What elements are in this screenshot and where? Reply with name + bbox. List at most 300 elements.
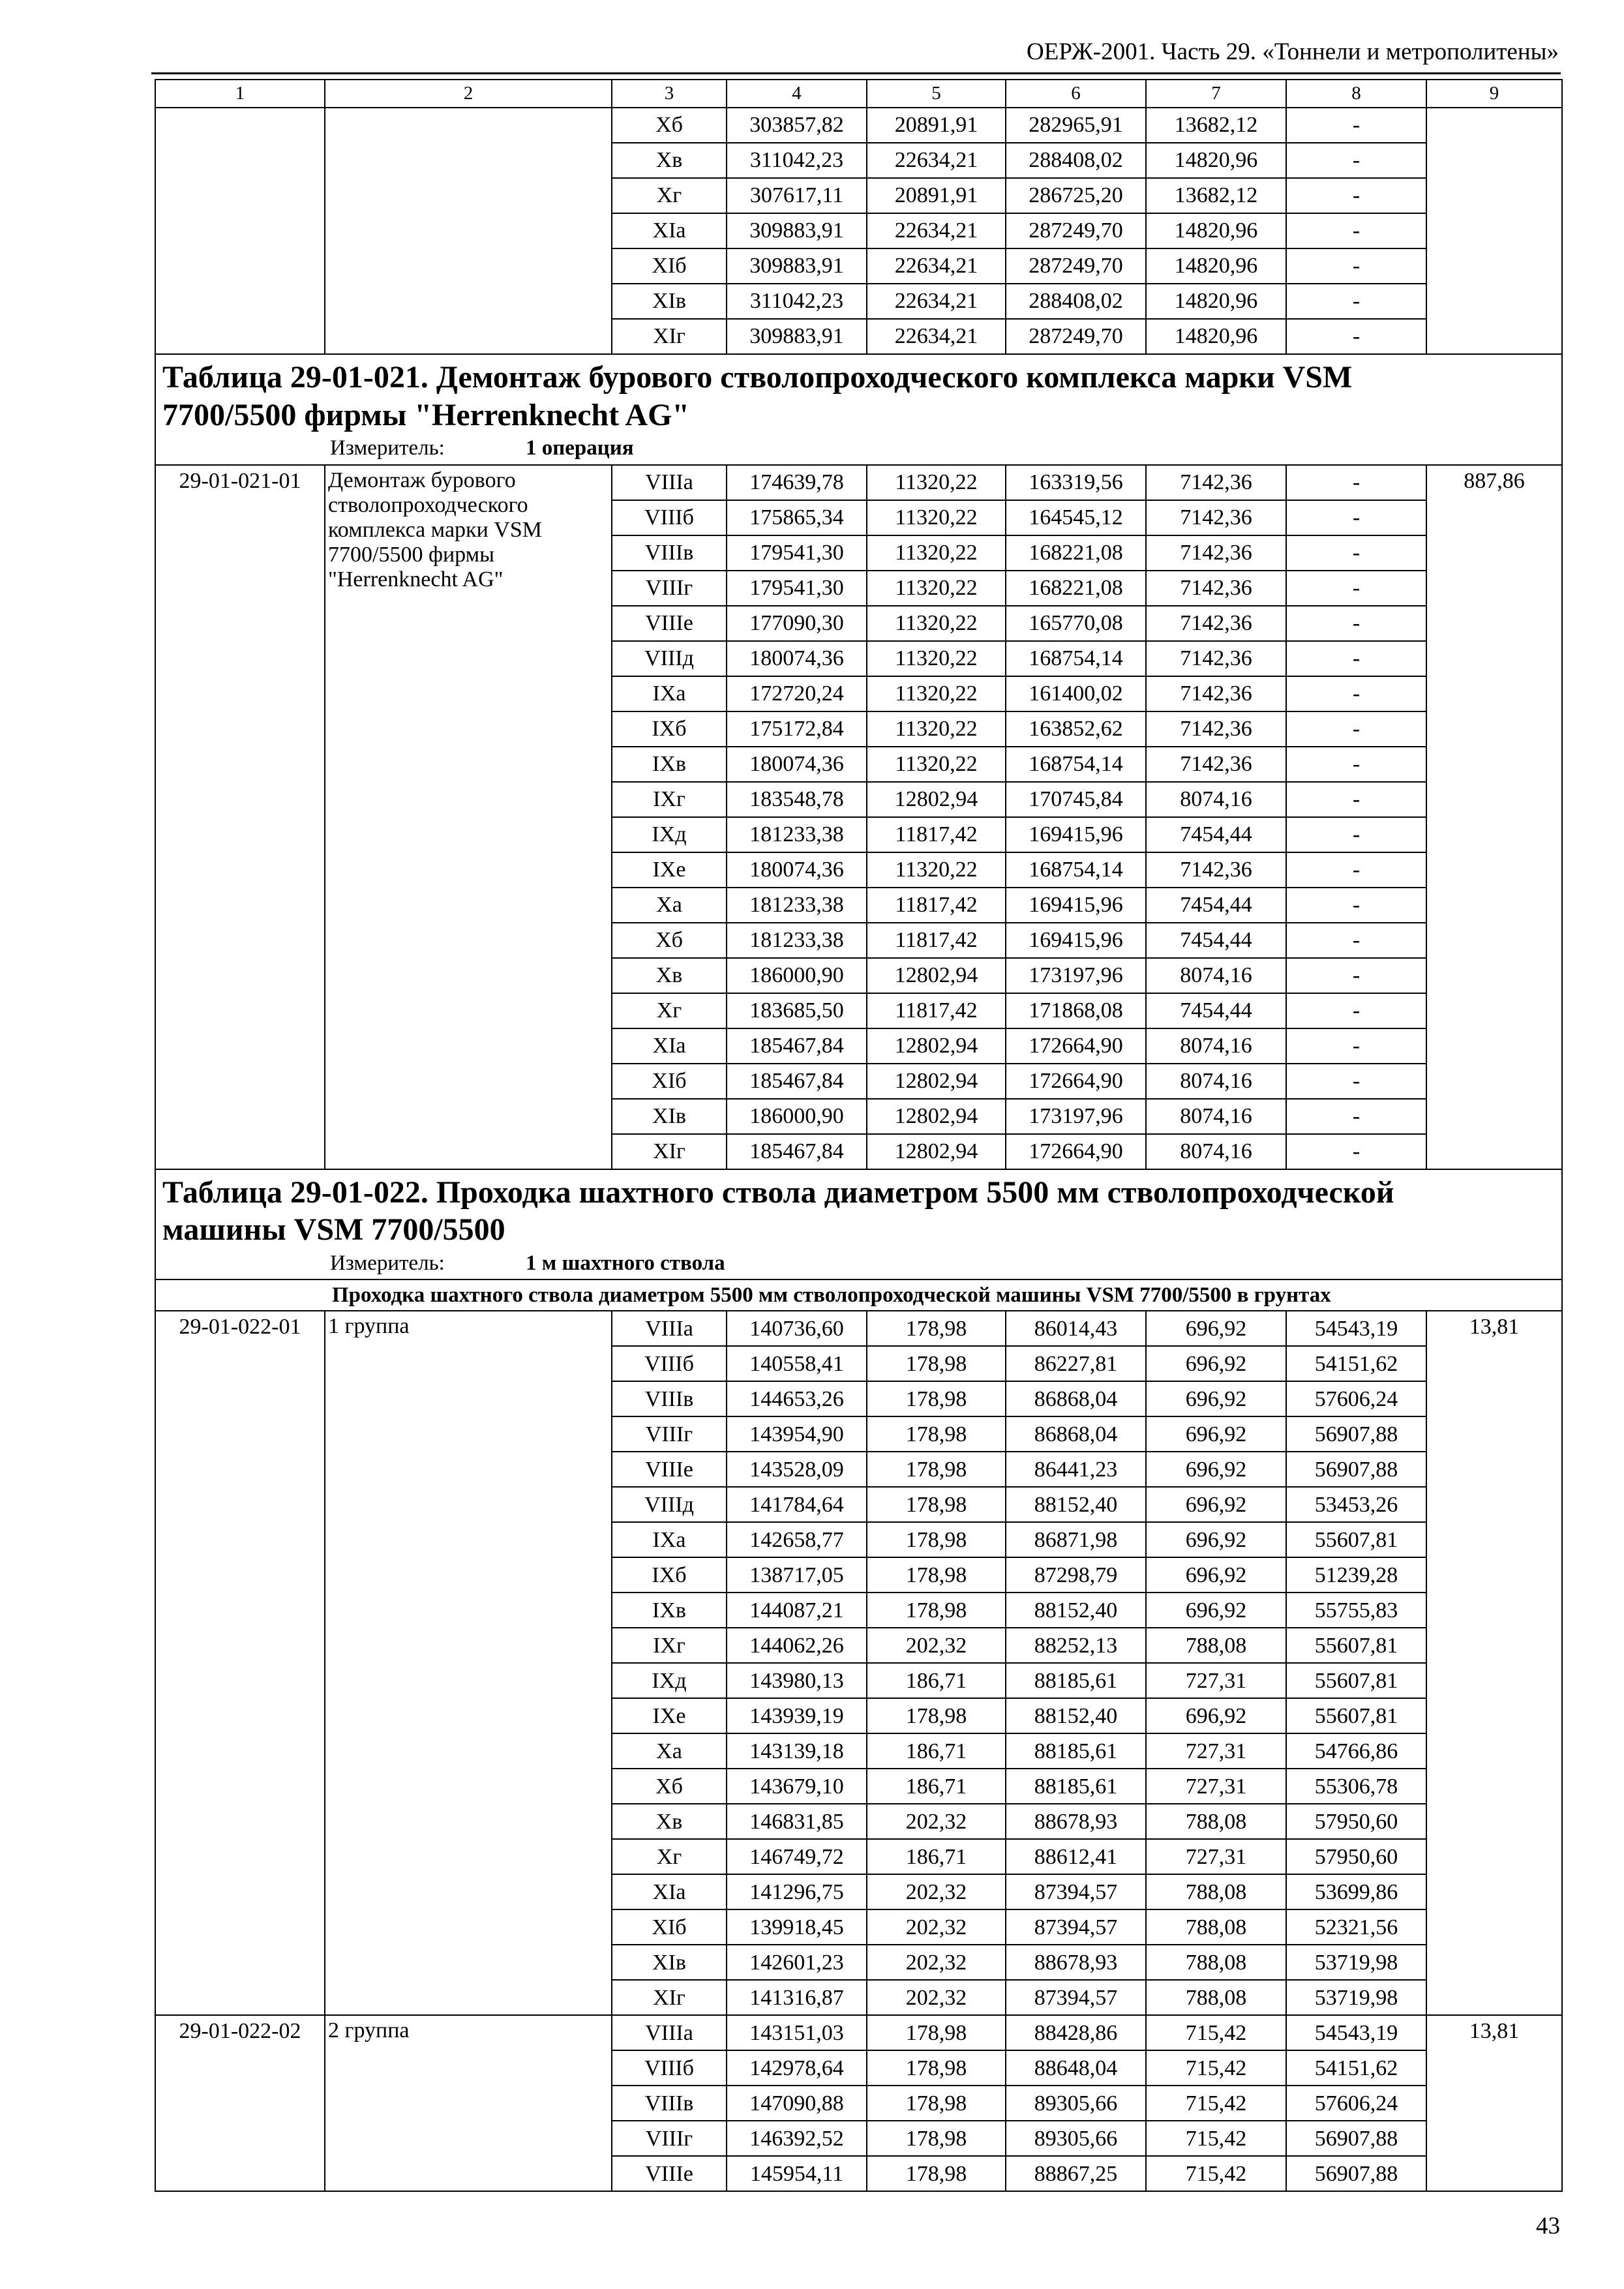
column-number-row — [155, 80, 1562, 108]
materials-cell: - — [1286, 923, 1426, 958]
materials-cell: - — [1286, 606, 1426, 641]
machines-cell: 171868,08 — [1006, 993, 1146, 1028]
driver-wages-cell: 8074,16 — [1146, 1099, 1286, 1134]
machines-cell: 168754,14 — [1006, 641, 1146, 676]
wages-cell: 186,71 — [867, 1839, 1006, 1874]
materials-cell: - — [1286, 465, 1426, 500]
machines-cell: 89305,66 — [1006, 2086, 1146, 2121]
materials-cell: - — [1286, 958, 1426, 993]
measure-value: 1 операция — [526, 436, 634, 460]
ground-class-cell: VIIIа — [612, 2015, 727, 2050]
driver-wages-cell: 696,92 — [1146, 1346, 1286, 1381]
total-cost-cell: 180074,36 — [727, 641, 867, 676]
total-cost-cell: 175865,34 — [727, 500, 867, 535]
name-cell — [325, 108, 612, 354]
measure-line — [162, 434, 1555, 463]
materials-cell: 54543,19 — [1286, 1311, 1426, 1346]
total-cost-cell: 186000,90 — [727, 1099, 867, 1134]
wages-cell: 202,32 — [867, 1874, 1006, 1909]
ground-class-cell: VIIIв — [612, 535, 727, 571]
driver-wages-cell: 8074,16 — [1146, 958, 1286, 993]
ground-class-cell: IXг — [612, 782, 727, 817]
materials-cell: - — [1286, 641, 1426, 676]
machines-cell: 287249,70 — [1006, 213, 1146, 248]
driver-wages-cell: 7142,36 — [1146, 747, 1286, 782]
measure-line — [162, 1249, 1555, 1278]
machines-cell: 172664,90 — [1006, 1028, 1146, 1064]
ground-class-cell: IXа — [612, 676, 727, 711]
total-cost-cell: 143679,10 — [727, 1769, 867, 1804]
wages-cell: 186,71 — [867, 1663, 1006, 1698]
ground-class-cell: XIа — [612, 213, 727, 248]
ground-class-cell: XIв — [612, 284, 727, 319]
materials-cell: 54151,62 — [1286, 1346, 1426, 1381]
machines-cell: 86227,81 — [1006, 1346, 1146, 1381]
table-row — [155, 1311, 1562, 1346]
table-title — [162, 1174, 1555, 1249]
total-cost-cell: 181233,38 — [727, 923, 867, 958]
total-cost-cell: 174639,78 — [727, 465, 867, 500]
driver-wages-cell: 14820,96 — [1146, 284, 1286, 319]
total-cost-cell: 183685,50 — [727, 993, 867, 1028]
materials-cell: - — [1286, 676, 1426, 711]
total-cost-cell: 142658,77 — [727, 1522, 867, 1557]
total-cost-cell: 138717,05 — [727, 1557, 867, 1593]
machines-cell: 87394,57 — [1006, 1980, 1146, 2015]
total-cost-cell: 142978,64 — [727, 2050, 867, 2086]
name-line: комплекса марки VSM — [328, 517, 542, 542]
materials-cell: - — [1286, 711, 1426, 747]
materials-cell: 55755,83 — [1286, 1593, 1426, 1628]
driver-wages-cell: 715,42 — [1146, 2015, 1286, 2050]
ground-class-cell: XIб — [612, 1064, 727, 1099]
wages-cell: 11320,22 — [867, 571, 1006, 606]
wages-cell: 20891,91 — [867, 108, 1006, 143]
code-cell — [155, 108, 325, 354]
wages-cell: 11320,22 — [867, 465, 1006, 500]
wages-cell: 11817,42 — [867, 923, 1006, 958]
ground-class-cell: IXе — [612, 1698, 727, 1733]
table-title-row — [155, 354, 1562, 465]
wages-cell: 11320,22 — [867, 852, 1006, 888]
total-cost-cell: 144653,26 — [727, 1381, 867, 1416]
total-cost-cell: 309883,91 — [727, 213, 867, 248]
driver-wages-cell: 14820,96 — [1146, 213, 1286, 248]
machines-cell: 88252,13 — [1006, 1628, 1146, 1663]
materials-cell: 53719,98 — [1286, 1945, 1426, 1980]
wages-cell: 11320,22 — [867, 676, 1006, 711]
total-cost-cell: 185467,84 — [727, 1134, 867, 1169]
ground-class-cell: VIIIв — [612, 2086, 727, 2121]
name-line: "Herrenknecht AG" — [328, 567, 504, 592]
total-cost-cell: 143151,03 — [727, 2015, 867, 2050]
name-cell — [325, 2015, 612, 2191]
total-cost-cell: 143139,18 — [727, 1733, 867, 1769]
driver-wages-cell: 788,08 — [1146, 1804, 1286, 1839]
ground-class-cell: XIа — [612, 1028, 727, 1064]
ground-class-cell: Xб — [612, 108, 727, 143]
total-cost-cell: 180074,36 — [727, 747, 867, 782]
machines-cell: 168754,14 — [1006, 852, 1146, 888]
materials-cell: 51239,28 — [1286, 1557, 1426, 1593]
measure-value: 1 м шахтного ствола — [526, 1251, 725, 1275]
total-cost-cell: 180074,36 — [727, 852, 867, 888]
table-title-block — [155, 1169, 1562, 1280]
machines-cell: 86014,43 — [1006, 1311, 1146, 1346]
ground-class-cell: Xг — [612, 993, 727, 1028]
ground-class-cell: VIIIе — [612, 1452, 727, 1487]
driver-wages-cell: 788,08 — [1146, 1909, 1286, 1945]
machines-cell: 165770,08 — [1006, 606, 1146, 641]
wages-cell: 22634,21 — [867, 213, 1006, 248]
driver-wages-cell: 788,08 — [1146, 1945, 1286, 1980]
ground-class-cell: VIIIд — [612, 1487, 727, 1522]
ground-class-cell: XIв — [612, 1099, 727, 1134]
table-title-row — [155, 1169, 1562, 1280]
wages-cell: 178,98 — [867, 1593, 1006, 1628]
column-number: 2 — [325, 80, 612, 108]
ground-class-cell: IXг — [612, 1628, 727, 1663]
driver-wages-cell: 13682,12 — [1146, 108, 1286, 143]
code-cell: 29-01-021-01 — [155, 465, 325, 1169]
measure-label: Измеритель: — [330, 436, 445, 460]
ground-class-cell: XIа — [612, 1874, 727, 1909]
ground-class-cell: VIIIв — [612, 1381, 727, 1416]
table-title-block — [155, 354, 1562, 465]
total-cost-cell: 177090,30 — [727, 606, 867, 641]
materials-cell: 56907,88 — [1286, 2156, 1426, 2191]
driver-wages-cell: 715,42 — [1146, 2121, 1286, 2156]
wages-cell: 202,32 — [867, 1945, 1006, 1980]
total-cost-cell: 140558,41 — [727, 1346, 867, 1381]
materials-cell: - — [1286, 213, 1426, 248]
machines-cell: 170745,84 — [1006, 782, 1146, 817]
wages-cell: 22634,21 — [867, 143, 1006, 178]
column-number: 7 — [1146, 80, 1286, 108]
rate-cell — [1426, 108, 1562, 354]
total-cost-cell: 172720,24 — [727, 676, 867, 711]
wages-cell: 178,98 — [867, 1452, 1006, 1487]
price-table — [155, 79, 1563, 2192]
driver-wages-cell: 7142,36 — [1146, 852, 1286, 888]
driver-wages-cell: 715,42 — [1146, 2086, 1286, 2121]
materials-cell: - — [1286, 108, 1426, 143]
wages-cell: 11817,42 — [867, 993, 1006, 1028]
materials-cell: 55607,81 — [1286, 1663, 1426, 1698]
materials-cell: - — [1286, 1064, 1426, 1099]
materials-cell: - — [1286, 248, 1426, 284]
driver-wages-cell: 696,92 — [1146, 1698, 1286, 1733]
materials-cell: 55306,78 — [1286, 1769, 1426, 1804]
total-cost-cell: 142601,23 — [727, 1945, 867, 1980]
total-cost-cell: 183548,78 — [727, 782, 867, 817]
machines-cell: 287249,70 — [1006, 248, 1146, 284]
ground-class-cell: VIIIб — [612, 500, 727, 535]
total-cost-cell: 309883,91 — [727, 319, 867, 354]
machines-cell: 169415,96 — [1006, 888, 1146, 923]
machines-cell: 86868,04 — [1006, 1416, 1146, 1452]
wages-cell: 11817,42 — [867, 817, 1006, 852]
driver-wages-cell: 7142,36 — [1146, 571, 1286, 606]
materials-cell: 56907,88 — [1286, 2121, 1426, 2156]
machines-cell: 173197,96 — [1006, 958, 1146, 993]
driver-wages-cell: 14820,96 — [1146, 248, 1286, 284]
measure-label: Измеритель: — [330, 1251, 445, 1275]
wages-cell: 178,98 — [867, 1381, 1006, 1416]
ground-class-cell: VIIIб — [612, 2050, 727, 2086]
machines-cell: 88648,04 — [1006, 2050, 1146, 2086]
driver-wages-cell: 14820,96 — [1146, 143, 1286, 178]
ground-class-cell: IXа — [612, 1522, 727, 1557]
code-cell: 29-01-022-01 — [155, 1311, 325, 2015]
ground-class-cell: IXв — [612, 1593, 727, 1628]
driver-wages-cell: 8074,16 — [1146, 1064, 1286, 1099]
machines-cell: 88185,61 — [1006, 1663, 1146, 1698]
ground-class-cell: VIIIг — [612, 571, 727, 606]
total-cost-cell: 145954,11 — [727, 2156, 867, 2191]
total-cost-cell: 144062,26 — [727, 1628, 867, 1663]
total-cost-cell: 143528,09 — [727, 1452, 867, 1487]
materials-cell: - — [1286, 143, 1426, 178]
driver-wages-cell: 696,92 — [1146, 1311, 1286, 1346]
table-subheading: Проходка шахтного ствола диаметром 5500 мм стволопроходческой машины VSM 7700/5500 в грунтах — [155, 1279, 1562, 1311]
wages-cell: 12802,94 — [867, 782, 1006, 817]
ground-class-cell: Xг — [612, 1839, 727, 1874]
wages-cell: 12802,94 — [867, 1028, 1006, 1064]
machines-cell: 88428,86 — [1006, 2015, 1146, 2050]
wages-cell: 178,98 — [867, 2156, 1006, 2191]
ground-class-cell: XIг — [612, 1134, 727, 1169]
wages-cell: 12802,94 — [867, 1099, 1006, 1134]
machines-cell: 88612,41 — [1006, 1839, 1146, 1874]
name-cell — [325, 465, 612, 1169]
machines-cell: 88152,40 — [1006, 1698, 1146, 1733]
machines-cell: 286725,20 — [1006, 178, 1146, 213]
ground-class-cell: VIIIб — [612, 1346, 727, 1381]
ground-class-cell: Xв — [612, 1804, 727, 1839]
total-cost-cell: 186000,90 — [727, 958, 867, 993]
driver-wages-cell: 715,42 — [1146, 2050, 1286, 2086]
name-line: Демонтаж бурового — [328, 468, 516, 492]
ground-class-cell: XIг — [612, 319, 727, 354]
driver-wages-cell: 7454,44 — [1146, 993, 1286, 1028]
total-cost-cell: 144087,21 — [727, 1593, 867, 1628]
wages-cell: 178,98 — [867, 1311, 1006, 1346]
machines-cell: 88152,40 — [1006, 1487, 1146, 1522]
materials-cell: 53453,26 — [1286, 1487, 1426, 1522]
driver-wages-cell: 727,31 — [1146, 1733, 1286, 1769]
wages-cell: 178,98 — [867, 1522, 1006, 1557]
driver-wages-cell: 696,92 — [1146, 1381, 1286, 1416]
wages-cell: 186,71 — [867, 1769, 1006, 1804]
machines-cell: 87394,57 — [1006, 1909, 1146, 1945]
total-cost-cell: 146831,85 — [727, 1804, 867, 1839]
name-line: 2 группа — [328, 2018, 410, 2043]
table-title-line: Таблица 29-01-021. Демонтаж бурового стволопроходческого комплекса марки VSM — [162, 360, 1353, 395]
total-cost-cell: 141316,87 — [727, 1980, 867, 2015]
ground-class-cell: IXе — [612, 852, 727, 888]
ground-class-cell: Xв — [612, 143, 727, 178]
total-cost-cell: 309883,91 — [727, 248, 867, 284]
machines-cell: 88867,25 — [1006, 2156, 1146, 2191]
column-number: 6 — [1006, 80, 1146, 108]
materials-cell: - — [1286, 817, 1426, 852]
driver-wages-cell: 696,92 — [1146, 1593, 1286, 1628]
ground-class-cell: Xа — [612, 1733, 727, 1769]
wages-cell: 11817,42 — [867, 888, 1006, 923]
materials-cell: 57606,24 — [1286, 2086, 1426, 2121]
total-cost-cell: 140736,60 — [727, 1311, 867, 1346]
materials-cell: - — [1286, 535, 1426, 571]
machines-cell: 88678,93 — [1006, 1804, 1146, 1839]
wages-cell: 178,98 — [867, 1416, 1006, 1452]
machines-cell: 169415,96 — [1006, 923, 1146, 958]
ground-class-cell: Xб — [612, 923, 727, 958]
ground-class-cell: Xа — [612, 888, 727, 923]
machines-cell: 172664,90 — [1006, 1134, 1146, 1169]
total-cost-cell: 185467,84 — [727, 1028, 867, 1064]
wages-cell: 12802,94 — [867, 1064, 1006, 1099]
materials-cell: - — [1286, 888, 1426, 923]
ground-class-cell: Xв — [612, 958, 727, 993]
materials-cell: - — [1286, 782, 1426, 817]
materials-cell: - — [1286, 284, 1426, 319]
driver-wages-cell: 7454,44 — [1146, 817, 1286, 852]
wages-cell: 11320,22 — [867, 500, 1006, 535]
name-line: 7700/5500 фирмы — [328, 542, 495, 567]
materials-cell: 56907,88 — [1286, 1416, 1426, 1452]
column-number: 9 — [1426, 80, 1562, 108]
materials-cell: - — [1286, 1028, 1426, 1064]
total-cost-cell: 143954,90 — [727, 1416, 867, 1452]
machines-cell: 88185,61 — [1006, 1769, 1146, 1804]
driver-wages-cell: 7142,36 — [1146, 641, 1286, 676]
materials-cell: - — [1286, 571, 1426, 606]
total-cost-cell: 179541,30 — [727, 571, 867, 606]
wages-cell: 11320,22 — [867, 606, 1006, 641]
wages-cell: 178,98 — [867, 2015, 1006, 2050]
machines-cell: 168221,08 — [1006, 535, 1146, 571]
total-cost-cell: 147090,88 — [727, 2086, 867, 2121]
materials-cell: 54151,62 — [1286, 2050, 1426, 2086]
machines-cell: 173197,96 — [1006, 1099, 1146, 1134]
materials-cell: - — [1286, 178, 1426, 213]
materials-cell: 56907,88 — [1286, 1452, 1426, 1487]
rate-cell: 887,86 — [1426, 465, 1562, 1169]
total-cost-cell: 146749,72 — [727, 1839, 867, 1874]
column-number: 1 — [155, 80, 325, 108]
wages-cell: 178,98 — [867, 1557, 1006, 1593]
driver-wages-cell: 696,92 — [1146, 1452, 1286, 1487]
ground-class-cell: VIIIг — [612, 1416, 727, 1452]
table-title-line: машины VSM 7700/5500 — [162, 1212, 505, 1248]
driver-wages-cell: 696,92 — [1146, 1522, 1286, 1557]
ground-class-cell: IXб — [612, 711, 727, 747]
driver-wages-cell: 7142,36 — [1146, 676, 1286, 711]
column-number: 4 — [727, 80, 867, 108]
ground-class-cell: XIг — [612, 1980, 727, 2015]
machines-cell: 288408,02 — [1006, 284, 1146, 319]
name-line: стволопроходческого — [328, 492, 528, 517]
machines-cell: 164545,12 — [1006, 500, 1146, 535]
ground-class-cell: IXд — [612, 817, 727, 852]
materials-cell: 57606,24 — [1286, 1381, 1426, 1416]
machines-cell: 282965,91 — [1006, 108, 1146, 143]
total-cost-cell: 143939,19 — [727, 1698, 867, 1733]
ground-class-cell: XIб — [612, 248, 727, 284]
ground-class-cell: Xг — [612, 178, 727, 213]
rate-cell: 13,81 — [1426, 1311, 1562, 2015]
machines-cell: 88678,93 — [1006, 1945, 1146, 1980]
driver-wages-cell: 7142,36 — [1146, 500, 1286, 535]
machines-cell: 87298,79 — [1006, 1557, 1146, 1593]
driver-wages-cell: 7142,36 — [1146, 465, 1286, 500]
driver-wages-cell: 727,31 — [1146, 1769, 1286, 1804]
driver-wages-cell: 8074,16 — [1146, 782, 1286, 817]
driver-wages-cell: 715,42 — [1146, 2156, 1286, 2191]
driver-wages-cell: 788,08 — [1146, 1874, 1286, 1909]
wages-cell: 20891,91 — [867, 178, 1006, 213]
machines-cell: 86441,23 — [1006, 1452, 1146, 1487]
wages-cell: 178,98 — [867, 2121, 1006, 2156]
table-body — [155, 80, 1562, 2191]
materials-cell: - — [1286, 1099, 1426, 1134]
materials-cell: - — [1286, 319, 1426, 354]
wages-cell: 178,98 — [867, 2086, 1006, 2121]
machines-cell: 168754,14 — [1006, 747, 1146, 782]
driver-wages-cell: 7142,36 — [1146, 606, 1286, 641]
wages-cell: 22634,21 — [867, 284, 1006, 319]
wages-cell: 11320,22 — [867, 641, 1006, 676]
driver-wages-cell: 7142,36 — [1146, 711, 1286, 747]
ground-class-cell: IXд — [612, 1663, 727, 1698]
ground-class-cell: IXб — [612, 1557, 727, 1593]
wages-cell: 202,32 — [867, 1628, 1006, 1663]
total-cost-cell: 181233,38 — [727, 888, 867, 923]
ground-class-cell: IXв — [612, 747, 727, 782]
materials-cell: - — [1286, 852, 1426, 888]
total-cost-cell: 179541,30 — [727, 535, 867, 571]
machines-cell: 86868,04 — [1006, 1381, 1146, 1416]
wages-cell: 178,98 — [867, 1698, 1006, 1733]
driver-wages-cell: 14820,96 — [1146, 319, 1286, 354]
driver-wages-cell: 8074,16 — [1146, 1134, 1286, 1169]
machines-cell: 86871,98 — [1006, 1522, 1146, 1557]
machines-cell: 163319,56 — [1006, 465, 1146, 500]
materials-cell: 54543,19 — [1286, 2015, 1426, 2050]
code-cell: 29-01-022-02 — [155, 2015, 325, 2191]
name-cell — [325, 1311, 612, 2015]
ground-class-cell: VIIIе — [612, 606, 727, 641]
wages-cell: 202,32 — [867, 1804, 1006, 1839]
ground-class-cell: XIб — [612, 1909, 727, 1945]
machines-cell: 169415,96 — [1006, 817, 1146, 852]
total-cost-cell: 311042,23 — [727, 143, 867, 178]
driver-wages-cell: 696,92 — [1146, 1557, 1286, 1593]
wages-cell: 178,98 — [867, 2050, 1006, 2086]
materials-cell: 52321,56 — [1286, 1909, 1426, 1945]
materials-cell: 55607,81 — [1286, 1628, 1426, 1663]
running-header: ОЕРЖ-2001. Часть 29. «Тоннели и метрополитены» — [1027, 38, 1559, 65]
column-number: 8 — [1286, 80, 1426, 108]
wages-cell: 12802,94 — [867, 1134, 1006, 1169]
wages-cell: 11320,22 — [867, 535, 1006, 571]
machines-cell: 172664,90 — [1006, 1064, 1146, 1099]
total-cost-cell: 303857,82 — [727, 108, 867, 143]
wages-cell: 178,98 — [867, 1346, 1006, 1381]
driver-wages-cell: 7454,44 — [1146, 923, 1286, 958]
table-row — [155, 2015, 1562, 2050]
